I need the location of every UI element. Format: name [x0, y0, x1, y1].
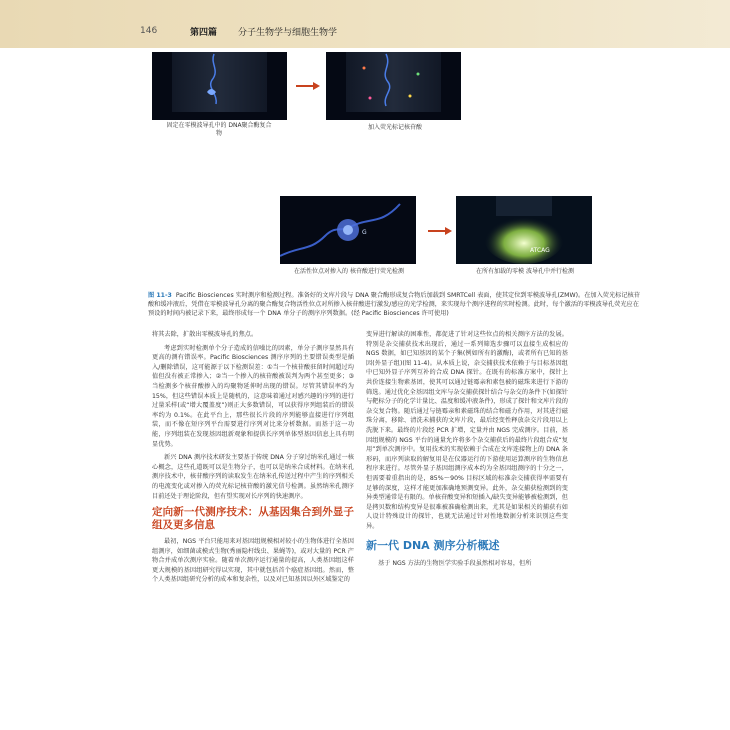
section-heading: 定向新一代测序技术：从基因集合到外显子组及更多信息	[152, 506, 354, 532]
inset-label-g: G	[362, 229, 367, 236]
section-heading: 新一代 DNA 测序分析概述	[366, 539, 500, 553]
figure-caption	[148, 291, 644, 318]
part-label: 第四篇	[190, 28, 218, 38]
arrow-1	[296, 85, 314, 87]
zmw-well-illustration	[152, 52, 287, 120]
panel-caption-1: 固定在零模波导孔中的 DNA聚合酶复合物	[166, 122, 272, 137]
parallel-detection-illustration	[456, 196, 592, 264]
panel-caption-4: 在所有加载的零模 波导孔中并行检测	[476, 268, 574, 275]
left-column	[152, 330, 354, 589]
paragraph: 最初，NGS 平台只能用来对基因组规模相对较小的生物体进行全基因组测序，如细菌或模式生物(秀丽隐杆线虫、果蝇等)，或对大量的 PCR 产物合并成单次测序实验。随着单次测序运行通量的提高，人类基因组这样更大规模的基因组研究得以实现，其中就包括首个癌症基因组。然而，整个人类基因组研究分析的成本和复杂性，以及对已知基因以外区域鉴定的	[152, 538, 354, 584]
paragraph: 新兴 DNA 测序技术研发主要基于传统 DNA 分子穿过纳米孔通过一核心概念，这些孔道既可以是生物分子，也可以是纳米合成材料。在纳米孔测序技术中，核苷酸序列的读取发生在纳米孔传送过程中产生的序列相关的电流变化或对掺入的荧光标记核苷酸的激光信号检测。虽然纳米孔测序目前还处于理论阶段，但有望实现对长序列的快速测序。	[152, 454, 354, 500]
page-header	[0, 0, 730, 48]
paragraph: 基于 NGS 方法的生物医学实验手段虽然相对容易，但所	[378, 560, 532, 568]
figure-number: 图 11-3	[148, 292, 172, 299]
subject-title: 分子生物学与细胞生物学	[238, 28, 338, 38]
inset-label-seq: ATCAG	[530, 247, 550, 254]
figure-panel-detection	[280, 196, 416, 264]
nucleotide-well-illustration	[326, 52, 461, 120]
paragraph: 考虑到实时检测单个分子造成的信噪比的因素，单分子测序显然具有更高的测有错误率。Pacific Biosciences 测序序列的主要错误类型是插入/删除错误，这可能源于以下检测误差：①当一个核苷酸驻留时间超过均值但没有被正常掺入；②当一个掺入的核苷酸被误判为两个甚至更多；③当检测多个核苷酸掺入的均聚物延伸时出现的错误。尽管其错误率约为 15%，但这些错误本质上是随机的，这意味着通过对感兴趣的序列的进行过量采样(或“增大覆盖度”)则正大多数错误，可以获得序列组装后的错误率约为 0.1%。在此平台上，那些很长片段的序列能够直接进行序列组装，而不像在短序列平台需要进行序列对比来分析数据。而基于这一功能，序列组装在发现基因组新观象和提供长序列单体型基因信息上具有明显优势。	[152, 344, 354, 448]
panel-caption-3: 在活性位点对掺入的 核苷酸进行荧光检测	[294, 268, 404, 275]
figure-caption-text: Pacific Biosciences 实时测序和检测过程。准备好的文库片段与 DNA 聚合酶形成复合物后加载到 SMRTCell 表面，使其定位到零模波导孔(ZMW)。在加入荧光标记核苷酸和缓冲液后，凭借在零模波导孔分离的聚合酶复合物活性位点对所掺入核苷酸进行激发/感应的光学检测，来实现每个测序进程的实时检测。此时，每个激活的零模波导孔荧光应在预设的时间内被记录下来，最终形成每一个 DNA 单分子的测序序列数据。(经 Pacific Biosciences 许可使用)	[148, 292, 640, 317]
arrow-2	[428, 230, 446, 232]
paragraph: 将其去除，扩散出零模波导孔的焦点。	[152, 331, 258, 338]
right-column	[366, 330, 568, 573]
figure-panel-nucleotides	[326, 52, 461, 120]
figure-panel-parallel	[456, 196, 592, 264]
figure-panel-zmw	[152, 52, 287, 120]
polymerase-illustration	[280, 196, 416, 264]
page-number: 146	[140, 26, 158, 36]
panel-caption-2: 加入荧光标记核苷酸	[367, 124, 422, 131]
paragraph: 变异进行解读的困难性，都促进了针对这些位点的相关测序方法的发展。特别是杂交捕获技术出现后，通过一系列筛选步骤可以直接生成相应的 NGS 数据，如已知基因的某个子集(例如所有的激酶)，或者所有已知的基因(外显子组)(图 11-4)。从本质上说，杂交捕获技术依赖于与目标基因组中已知外显子序列互补的合成 DNA 探针。在既有的标准方案中，探针上共价连接生物素基团，使其可以通过链霉亲和素包被的磁珠来进行下游的筛选。通过优化全基因组文库与杂交捕获探针结合与杂交的条件下(如探针与靶标分子的化学计量比、温度和缓冲液条件)，形成了探针和文库片段的杂交复合物。随后通过与链霉亲和素磁珠的结合和磁力作用，对其进行磁珠分离，移除、清洗未捕获的文库片段，最后经变性释放杂交片段用以上洗脱下来。最终的片段经 PCR 扩增，定量并由 NGS 完成测序。目前，基因组规模的 NGS 平台的通量允许将多个杂交捕获后的最终片段组合成“复用”到单次测序中。复用技术的实现依赖于合成在文库连接物上的 DNA 条形码，而序列读取的解复用是在仪器运行的下游使用运算测序的生物信息程序来进行。尽管外显子基因组测序成本约为全基因组测序的十分之一，但需要着重指出的是，85%～90% 目标区域的标准杂交捕获得率需要有足够的深度，这样才能更加准确地预测变异。此外，杂交捕获检测到的变异类型通常是有限的。单核苷酸变异和短插入/缺失变异能够被检测到，但是拷贝数和结构变异是很难被准确检测出来，尤其是如果相关的捕获有如人设计特殊设计的探针，也就无法通过针对性地数据分析来识别这些变异。	[366, 331, 568, 530]
